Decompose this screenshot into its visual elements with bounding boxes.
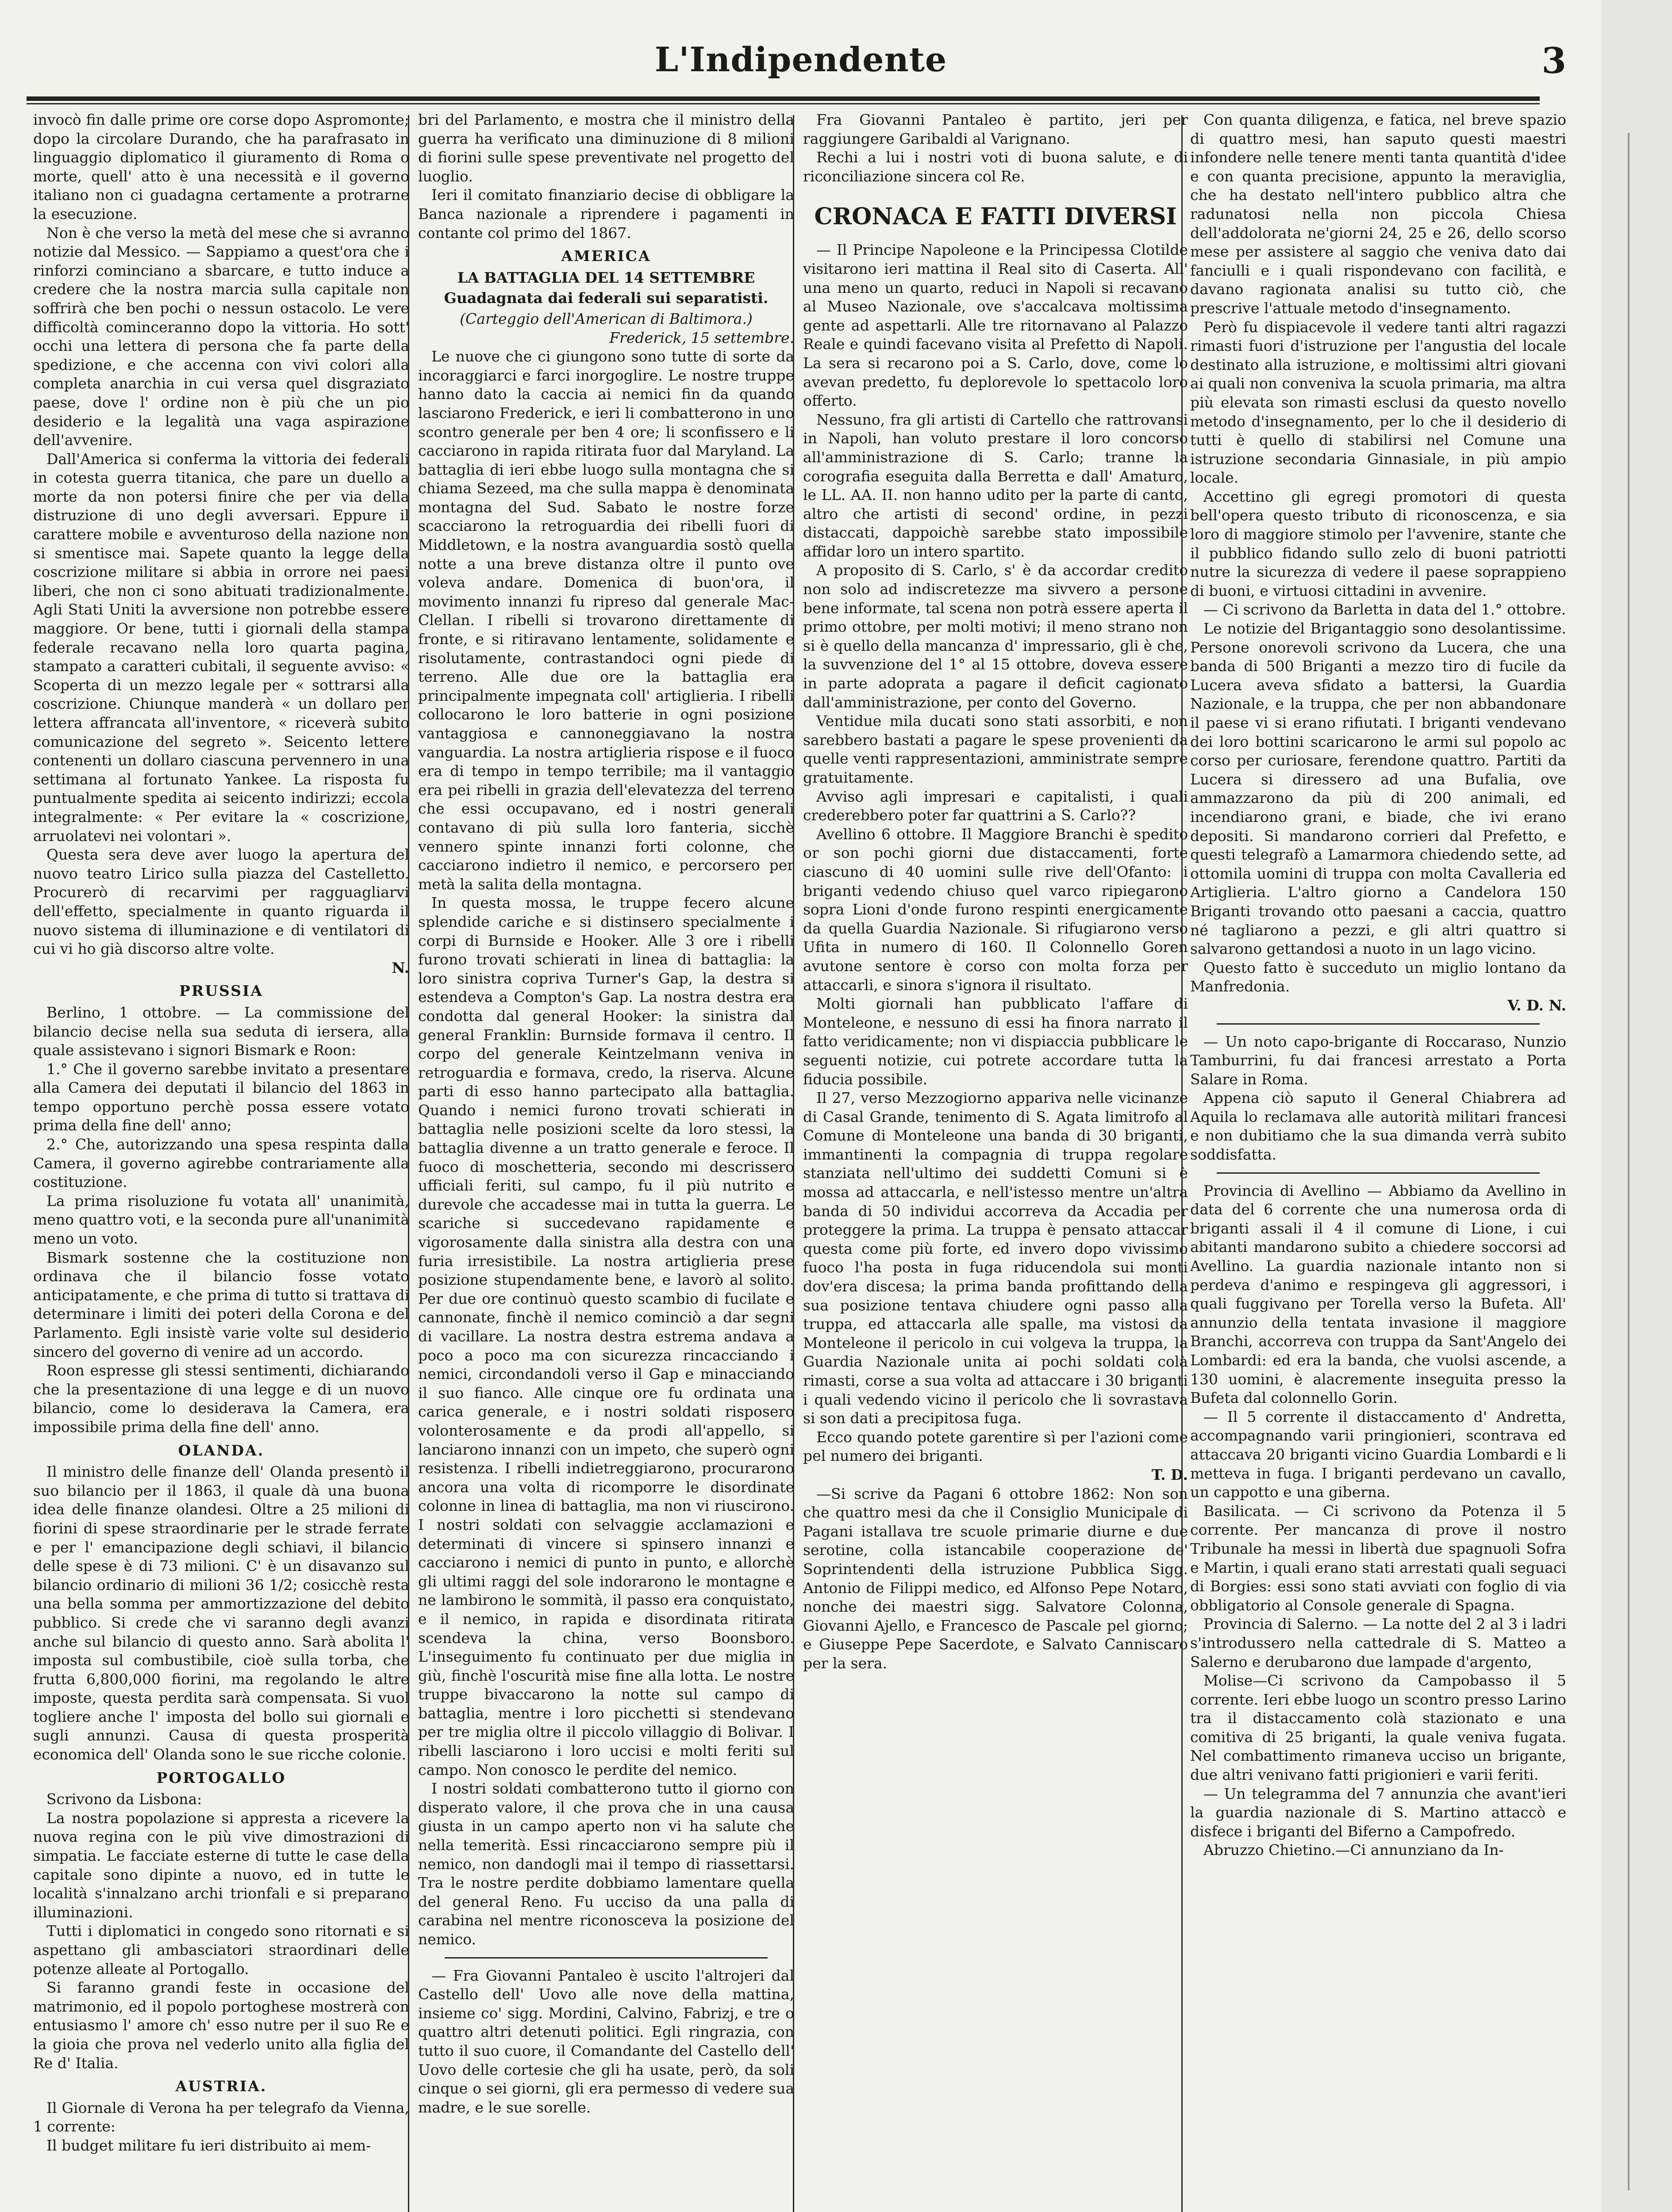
- section-divider: [1217, 1172, 1540, 1174]
- article-paragraph: Le nuove che ci giungono sono tutte di sorte da incoraggiarci e farci inorgoglire. Le nostre truppe hanno dato la caccia ai nemici fin da quando lasciarono Frederick, e ieri li combatterono in uno scontro generale per ben 4 ore; li sconfissero e li cacciarono in rapida ritirata fuor dal Maryland. La battaglia di ieri ebbe luogo sulla montagna che si chiama Sezeed, ma che sulla mappa è denominata montagna del Sud. Sabato le nostre forze scacciarono la retroguardia dei ribelli fuori di Middletown, e la nostra avanguardia sostò quella notte a una breve distanza oltre il punto ove voleva andare. Domenica di buon'ora, il movimento innanzi fu ripreso dal generale Mac-Clellan. I ribelli si trovarono direttamente di fronte, e si ritiravano lentamente, solidamente e risolutamente, contrastandoci ogni piede di terreno. Alle due ore la battaglia era principalmente impegnata coll' artiglieria. I ribelli collocarono le loro batterie in ogni posizione vantaggiosa e cannoneggiavano la nostra vanguardia. La nostra artiglieria rispose e il fuoco era di tempo in tempo terribile; ma il vantaggio era pei ribelli in grazia dell'elevatezza del terreno che essi occupavano, ed i nostri generali contavano di più sulla loro fanteria, sicchè vennero spinte innanzi forti colonne, che cacciarono indietro il nemico, e percorsero per metà la salita della montagna.: [418, 348, 794, 893]
- article-paragraph: Ieri il comitato finanziario decise di obbligare la Banca nazionale a riprendere i pagamenti in contante col primo del 1867.: [418, 186, 794, 242]
- column-1: [33, 111, 409, 2212]
- article-paragraph: Abruzzo Chietino.—Ci annunziano da In-: [1203, 1841, 1504, 1859]
- page-number: 3: [1541, 40, 1566, 81]
- article-paragraph: — Fra Giovanni Pantaleo è uscito l'altrojeri dal Castello dell' Uovo alle nove della mattina, insieme co' sigg. Mordini, Calvino, Fabrizj, e tre o quattro altri detenuti politici. Egli ringrazia, con tutto il suo cuore, il Comandante del Castello dell' Uovo delle cortesie che gli ha usate, però, da soli cinque o sei giorni, gli era permesso di vedere sua madre, e le sue sorelle.: [418, 1966, 794, 2116]
- article-paragraph: 2.° Che, autorizzando una spesa respinta dalla Camera, il governo agirebbe contrariamente alla costituzione.: [33, 1136, 409, 1191]
- article-paragraph: — Un telegramma del 7 annunzia che avant'ieri la guardia nazionale di S. Martino attaccò e disfece i briganti del Biferno a Campofredo.: [1190, 1785, 1566, 1840]
- article-paragraph: Fra Giovanni Pantaleo è partito, jeri per raggiungere Garibaldi al Varignano.: [803, 111, 1188, 147]
- article-dateline: Frederick, 15 settembre.: [609, 329, 794, 346]
- article-paragraph: I nostri soldati combatterono tutto il giorno con disperato valore, il che prova che in una causa giusta in un campo aperto non vi ha salute che nella temerità. Essi rincacciarono sempre più il nemico, non dandogli mai il tempo di riassettarsi. Tra le nostre perdite dobbiamo lamentare quella del general Reno. Fu ucciso da una palla di carabina nel mentre riconosceva la posizione del nemico.: [418, 1780, 794, 1948]
- article-paragraph: — Ci scrivono da Barletta in data del 1.° ottobre.: [1203, 601, 1566, 618]
- article-paragraph: 1.° Che il governo sarebbe invitato a presentare alla Camera dei deputati il bilancio del 1863 in tempo opportuno perchè possa essere votato prima della fine dell' anno;: [33, 1060, 409, 1134]
- section-heading-america: AMERICA: [561, 247, 651, 265]
- section-heading-portogallo: PORTOGALLO: [156, 1769, 286, 1786]
- article-paragraph: bri del Parlamento, e mostra che il ministro della guerra ha verificato una diminuzione di 8 milioni di fiorini sulle spese preventivate nel progetto del luoglio.: [418, 111, 794, 185]
- article-paragraph: — Il Principe Napoleone e la Principessa Clotilde visitarono ieri mattina il Real sito di Caserta. All' una meno un quarto, reduci in Napoli si recavano al Museo Nazionale, ove s'accalcava moltissima gente ad aspettarli. Alle tre ritornavano al Palazzo Reale e quindi facevano visita al Prefetto di Napoli. La sera si recarono poi a S. Carlo, dove, come lo avevan predetto, fu deplorevole lo spettacolo loro offerto.: [803, 241, 1188, 410]
- article-paragraph: Provincia di Avellino — Abbiamo da Avellino in data del 6 corrente che una numerosa orda di briganti assali il 4 il comune di Lione, i cui abitanti mandarono subito a chiedere soccorsi ad Avellino. La guardia nazionale intanto non si perdeva d'animo e respingeva gli aggressori, i quali fuggivano per Torella verso la Bufeta. All' annunzio della tentata invasione il maggiore Branchi, accorreva con truppa da Sant'Angelo dei Lombardi: ed era la banda, che vuolsi ascende, a 130 uomini, è alacremente inseguita presso la Bufeta dal colonnello Gorin.: [1190, 1182, 1566, 1407]
- article-paragraph: Bismark sostenne che la costituzione non ordinava che il bilancio fosse votato anticipatamente, e che prima di tutto si trattava di determinare i limiti dei poteri della Corona e del Parlamento. Egli insistè varie volte sul desiderio sincero del governo di venire ad un accordo.: [33, 1248, 409, 1360]
- article-paragraph: La nostra popolazione si appresta a ricevere la nuova regina con le più vive dimostrazioni di simpatia. Le facciate esterne di tutte le case della capitale sono dipinte a nuovo, ed in tutte le località s'innalzano archi trionfali e si preparano illuminazioni.: [33, 1809, 409, 1921]
- article-paragraph: Molise—Ci scrivono da Campobasso il 5 corrente. Ieri ebbe luogo un scontro presso Larino tra il distaccamento colà stazionato e una comitiva di 25 briganti, la quale veniva fugata. Nel combattimento rimaneva ucciso un brigante, due altri venivano fatti prigionieri e varii feriti.: [1190, 1672, 1566, 1784]
- page-right-margin: [1601, 0, 1672, 2212]
- column-3: [803, 111, 1188, 2212]
- article-paragraph: Le notizie del Brigantaggio sono desolantissime. Persone onorevoli scrivono da Lucera, che una banda di 500 Briganti a mezzo tiro di fucile da Lucera aveva sfidato a battersi, la Guardia Nazionale, e la truppa, che per non abbandonare il paese vi si erano rifiutati. I briganti vendevano dei loro bottini scaricarono le armi sul popolo ac corso per curiosare, ferendone quattro. Partiti da Lucera si diressero ad una Bufalia, ove ammazzarono da più di 200 animali, ed incendiarono grani, e biade, che ivi erano depositi. Si mandarono corrieri dal Prefetto, e questi telegrafò a Lamarmora chiedendo sette, ad ottomila uomini di truppa con molta Cavalleria ed Artiglieria. L'altro giorno a Candelora 150 Briganti trovando otto paesani a caccia, quattro né tagliarono a pezzi, e gli altri quattro si salvarono gettandosi a nuoto in un lago vicino.: [1190, 620, 1566, 958]
- section-heading-olanda: OLANDA.: [178, 1441, 265, 1459]
- article-paragraph: Rechi a lui i nostri voti di buona salute, e di riconciliazione sincera col Re.: [803, 149, 1188, 185]
- article-paragraph: Questo fatto è succeduto un miglio lontano da Manfredonia.: [1190, 959, 1566, 995]
- article-source: (Carteggio dell'American di Baltimora.): [460, 310, 753, 327]
- article-paragraph: Accettino gli egregi promotori di questa bell'opera questo tributo di riconoscenza, e sia loro di maggiore stimolo per l'avvenire, stante che il pubblico fidando sullo zelo di buoni patriotti nutre la sicurezza di vedere il paese soprappieno di buoni, e virtuosi cittadini in avvenire.: [1190, 488, 1566, 599]
- article-headline: LA BATTAGLIA DEL 14 SETTEMBRE: [457, 269, 755, 286]
- article-paragraph: Ecco quando potete garentire sì per l'azioni come pel numero dei briganti.: [803, 1428, 1188, 1465]
- article-paragraph: Il budget militare fu ieri distribuito ai mem-: [46, 2136, 371, 2154]
- article-paragraph: Roon espresse gli stessi sentimenti, dichiarando che la presentazione di una legge e di un nuovo bilancio, come lo desiderava la Camera, era impossibile prima della fine dell' anno.: [33, 1362, 409, 1436]
- article-paragraph: Però fu dispiacevole il vedere tanti altri ragazzi rimasti fuori d'istruzione per l'angustia del locale destinato alla istruzione, e moltissimi altri giovani ai quali non conveniva la scuola primaria, ma altra più elevata son rimasti esclusi da questo novello metodo d'insegnamento, per lo che il desiderio di tutti è quello di stabilirsi nel Comune una istruzione secondaria Ginnasiale, in più ampio locale.: [1190, 318, 1566, 487]
- article-paragraph: — Un noto capo-brigante di Roccaraso, Nunzio Tamburrini, fu dai francesi arrestato a Porta Salare in Roma.: [1190, 1033, 1566, 1088]
- section-heading-cronaca: CRONACA E FATTI DIVERSI: [814, 203, 1177, 230]
- column-4: [1190, 111, 1566, 2212]
- article-subheadline: Guadagnata dai federali sui separatisti.: [444, 289, 769, 307]
- article-paragraph: Molti giornali han pubblicato l'affare di Monteleone, e nessuno di essi ha finora narrato il fatto veridicamente; non vi dispiaccia pubblicare le seguenti notizie, cui potrete accordare tutta la fiducia possibile.: [803, 995, 1188, 1088]
- newspaper-title: L'Indipendente: [654, 40, 947, 79]
- article-paragraph: Si faranno grandi feste in occasione del matrimonio, ed il popolo portoghese mostrerà con entusiasmo l' amore ch' esso nutre per il suo Re e la gioia che prova nel vederlo unito alla figlia del Re d' Italia.: [33, 1979, 409, 2072]
- article-paragraph: Provincia di Salerno. — La notte del 2 al 3 i ladri s'introdussero nella cattedrale di S. Matteo a Salerno e derubarono due lampade d'argento,: [1190, 1615, 1566, 1671]
- article-paragraph: Ventidue mila ducati sono stati assorbiti, e non sarebbero bastati a pagare le spese provenienti da quelle venti rappresentazioni, amministrate sempre gratuitamente.: [803, 712, 1188, 786]
- column-2: [418, 111, 794, 2212]
- section-divider: [445, 1957, 768, 1959]
- article-paragraph: Con quanta diligenza, e fatica, nel breve spazio di quattro mesi, han saputo questi maestri infondere nelle tenere menti tanta quantità d'idee e con quanta precisione, appunto la meraviglia, che ha destato nell'intero pubblico altra che radunatosi nella non piccola Chiesa dell'addolorata ne'giorni 24, 25 e 26, dello scorso mese per assistere al saggio che veniva dato dai fanciulli e i quali rispondevano con facilità, e davano ragionata analisi su tutto ciò, che prescrive l'attuale metodo d'insegnamento.: [1190, 111, 1566, 317]
- article-paragraph: In questa mossa, le truppe fecero alcune splendide cariche e si distinsero specialmente i corpi di Burnside e Hooker. Alle 3 ore i ribelli furono trovati schierati in linea di battaglia: la loro sinistra copriva Turner's Gap, la destra si estendeva a Compton's Gap. La nostra destra era condotta dal general Hooker: la sinistra dal general Franklin: Burnside formava il centro. Il corpo del generale Keintzelmann veniva in retroguardia e formava, credo, la riserva. Alcune parti di esso hanno partecipato alla battaglia. Quando i nemici furono trovati schierati in battaglia nelle posizioni scelte da loro stessi, la battaglia divenne a un tratto generale e feroce. Il fuoco di moschetteria, secondo mi descrissero ufficiali feriti, sul campo, fu il più nutrito e durevole che accadesse mai in tutta la guerra. Le scariche si succedevano rapidamente e vigorosamente dalla sinistra alla destra con una furia irresistibile. La nostra artiglieria prese posizione stupendamente bene, e lavorò al solito. Per due ore continuò questo scambio di fucilate e cannonate, finchè il nemico cominciò a dar segni di vacillare. La nostra destra estrema andava a poco a poco ma con sicurezza rincacciando i nemici, circondandoli verso il Gap e minacciando il suo fianco. Alle cinque ore fu ordinata una carica generale, e i nostri soldati risposero volonterosamente e da prodi all'appello, si lanciarono innanzi con un impeto, che superò ogni resistenza. I ribelli indietreggiarono, procurarono ancora una volta di ricomporre le disordinate colonne in linea di battaglia, ma non vi riuscirono. I nostri soldati con selvaggie acclamazioni e determinati di vincere si spinsero innanzi e cacciarono i nemici di punto in punto, e allorchè gli ultimi raggi del sole indorarono le montagne e ne lambirono le sommità, il passo era conquistato, e il nemico, in rapida e disordinata ritirata scendeva la china, verso Boonsboro. L'inseguimento fu continuato per due miglia in giù, finchè l'oscurità mise fine alla lotta. Le nostre truppe bivaccarono la notte sul campo di battaglia, mentre i loro picchetti si stendevano per tre miglia oltre il piccolo villaggio di Bolivar. I ribelli lasciarono i loro uccisi e molti feriti sul campo. Non conosco le perdite del nemico.: [418, 894, 794, 1778]
- header-rule-thick: [27, 96, 1540, 101]
- article-paragraph: La prima risoluzione fu votata all' unanimità, meno quattro voti, e la seconda pure all'unanimità meno un voto.: [33, 1192, 409, 1248]
- article-paragraph: Il ministro delle finanze dell' Olanda presentò il suo bilancio per il 1863, il quale dà una buona idea delle finanze olandesi. Oltre a 25 milioni di fiorini di spese straordinarie per le strade ferrate e per l' emancipazione degli schiavi, il bilancio delle spese è di 73 milioni. C' è un disavanzo sul bilancio ordinario di milioni 36 1/2; cosicchè resta una bella somma per ammortizzazione del debito pubblico. Si crede che vi saranno degli avanzi anche sul bilancio di questo anno. Sarà abolita l' imposta sul combustibile, cioè sulla torba, che frutta 6,800,000 fiorini, ma regolando le altre imposte, questa perdita sarà compensata. Si vuol togliere anche l' imposta del bollo sui giornali e sugli annunzi. Causa di questa prosperità economica dell' Olanda sono le sue ricche colonie.: [33, 1463, 409, 1763]
- article-paragraph: Avviso agli impresari e capitalisti, i quali crederebbero poter far quattrini a S. Carlo??: [803, 787, 1188, 824]
- article-signature: N.: [392, 959, 409, 976]
- masthead: [27, 18, 1575, 84]
- article-paragraph: Berlino, 1 ottobre. — La commissione del bilancio decise nella sua seduta di iersera, alla quale assistevano i signori Bismark e Roon:: [33, 1003, 409, 1059]
- article-paragraph: —Si scrive da Pagani 6 ottobre 1862: Non son che quattro mesi da che il Consiglio Municipale di Pagani istallava tre scuole primarie diurne e due serotine, colla istancabile cooperazione de' Soprintendenti della istruzione Pubblica Sigg. Antonio de Filippi medico, ed Alfonso Pepe Notaro, nonche dei maestri sigg. Salvatore Colonna, Giovanni Ajello, e Francesco de Pascale pel giorno; e Giuseppe Pepe Sacerdote, e Salvato Canniscaro per la sera.: [803, 1485, 1188, 1672]
- article-paragraph: Dall'America si conferma la vittoria dei federali in cotesta guerra titanica, che pare un duello a morte da non potersi finire che per via della distruzione di uno degli avversari. Eppure il carattere mobile e avventuroso della nazione non si smentisce mai. Sapete quanto la legge della coscrizione militare si abbia in orrore nei paesi liberi, che non ci sono abituati tradizionalmente. Agli Stati Uniti la avversione non potrebbe essere maggiore. Or bene, tutti i giornali della stampa federale recavano nella loro quarta pagina, stampato a caratteri cubitali, il seguente avviso: « Scoperta di un mezzo legale per « sottrarsi alla coscrizione. Chiunque manderà « un dollaro per lettera affrancata all'inventore, « riceverà subito comunicazione del segreto ». Seicento lettere contenenti un dollaro ciascuna pervennero in una settimana al fortunato Yankee. La risposta fu puntualmente spedita ai seicento indirizzi; eccola integralmente: « Per evitare la « coscrizione, arruolatevi nei volontari ».: [33, 450, 409, 845]
- article-paragraph: — Il 5 corrente il distaccamento d' Andretta, accompagnando varii pringionieri, scontrava ed attaccava 20 briganti vicino Guardia Lombardi e li metteva in fuga. I briganti perdevano un cavallo, un cappotto e una giberna.: [1190, 1408, 1566, 1501]
- article-paragraph: Questa sera deve aver luogo la apertura del nuovo teatro Lirico sulla piazza del Castelletto. Procurerò di recarvimi per ragguagliarvi dell'effetto, specialmente in quanto riguarda il nuovo sistema di illuminazione e di ventilatori di cui vi ho già discorso altre volte.: [33, 846, 409, 958]
- margin-rule: [1628, 133, 1630, 2190]
- article-paragraph: Avellino 6 ottobre. Il Maggiore Branchi è spedito or son pochi giorni due distaccamenti, forte ciascuno di 40 uomini sulle rive dell'Ofanto: i briganti vedendo chiuso quel varco ripiegarono sopra Lioni d'onde furono respinti energicamente da quella Guardia Nazionale. Si rifugiarono verso Ufita in numero di 160. Il Colonnello Goren avutone sentore è corso con molta forza per attaccarli, e sinora s'ignora il risultato.: [803, 825, 1188, 994]
- article-paragraph: Il Giornale di Verona ha per telegrafo da Vienna, 1 corrente:: [33, 2099, 409, 2135]
- article-paragraph: Tutti i diplomatici in congedo sono ritornati e si aspettano gli ambasciatori straordinari delle potenze alleate al Portogallo.: [33, 1922, 409, 1978]
- article-signature: T. D.: [1151, 1466, 1188, 1483]
- article-paragraph: Nessuno, fra gli artisti di Cartello che rattrovansi in Napoli, han voluto prestare il loro concorso all'amministrazione di S. Carlo; tranne la corografia eseguita dalla Berretta e dall' Amaturo, le LL. AA. II. non hanno udito per la parte di canto, altro che artisti di second' ordine, in pezzi distaccati, dappoichè sarebbe stato impossibile affidar loro un intero spartito.: [803, 411, 1188, 560]
- article-paragraph: Il 27, verso Mezzogiorno appariva nelle vicinanze di Casal Grande, tenimento di S. Agata limitrofo al Comune di Monteleone una banda di 30 briganti, immantinenti la compagnia di truppa regolare stanziata nell'ultimo dei suddetti Comuni si è mossa ad attaccarla, e nell'istesso mentre un'altra banda di 50 individui accorreva da Accadia per proteggere la prima. La truppa è pensato attaccar questa come più forte, ed invero dopo vivissimo fuoco l'ha posta in fuga riducendola sui monti dov'era discesa; la prima banda profittando della sua posizione tentava chiudere ogni passo alla truppa, ed attaccarla alle spalle, ma vistosi da Monteleone il pericolo in cui volgeva la truppa, la Guardia Nazionale unita ai pochi soldati colà rimasti, corse a sua volta ad attaccare i 30 briganti i quali vedendo vicino il pericolo che li sovrastava si son dati a precipitosa fuga.: [803, 1089, 1188, 1427]
- section-divider: [1217, 1023, 1540, 1025]
- section-heading-prussia: PRUSSIA: [179, 982, 263, 1000]
- article-paragraph: A proposito di S. Carlo, s' è da accordar credito non solo ad indiscretezze ma sivvero a persone bene informate, tal scena non potrà essere aperta il primo ottobre, per molti motivi; il meno strano non si è quello della mancanza d' impressario, gli è che, la suvvenzione del 1° al 15 ottobre, doveva essere in parte adoprata a pagare il deficit cagionato dall'amministrazione, per conto del Governo.: [803, 561, 1188, 711]
- article-paragraph: Appena ciò saputo il General Chiabrera ad Aquila lo reclamava alle autorità militari francesi e non dubitiamo che la sua dimanda verrà subito soddisfatta.: [1190, 1089, 1566, 1164]
- article-paragraph: Scrivono da Lisbona:: [46, 1790, 202, 1808]
- header-rule-thin: [27, 103, 1540, 104]
- article-paragraph: invocò fin dalle prime ore corse dopo Aspromonte; dopo la circolare Durando, che ha parafrasato in linguaggio diplomatico il giuramento di Roma o morte, quell' atto è una necessità e il governo italiano non ci guadagna certamente a protrarne la esecuzione.: [33, 111, 409, 223]
- section-heading-austria: AUSTRIA.: [175, 2078, 267, 2095]
- article-paragraph: Basilicata. — Ci scrivono da Potenza il 5 corrente. Per mancanza di prove il nostro Tribunale ha messi in libertà due spagnuoli Sofra e Martin, i quali erano stati arrestati quali seguaci di Borgies: essi sono stati avviati con foglio di via obbligatorio al Console generale di Spagna.: [1190, 1502, 1566, 1614]
- article-signature: V. D. N.: [1507, 996, 1566, 1014]
- article-paragraph: Non è che verso la metà del mese che si avranno notizie dal Messico. — Sappiamo a quest'ora che i rinforzi cominciano a sbarcare, e tutto induce a credere che la nostra marcia sulla capitale non soffrirà che ben pochi o nessun ostacolo. Le vere difficoltà cominceranno dopo la vittoria. Ho sott' occhi una lettera di persona che fa parte della spedizione, e che accenna con vivi colori alla completa anarchia in cui versa quel disgraziato paese, dove l' ordine non è più che un pio desiderio e la legalità una vaga aspirazione dell'avvenire.: [33, 224, 409, 449]
